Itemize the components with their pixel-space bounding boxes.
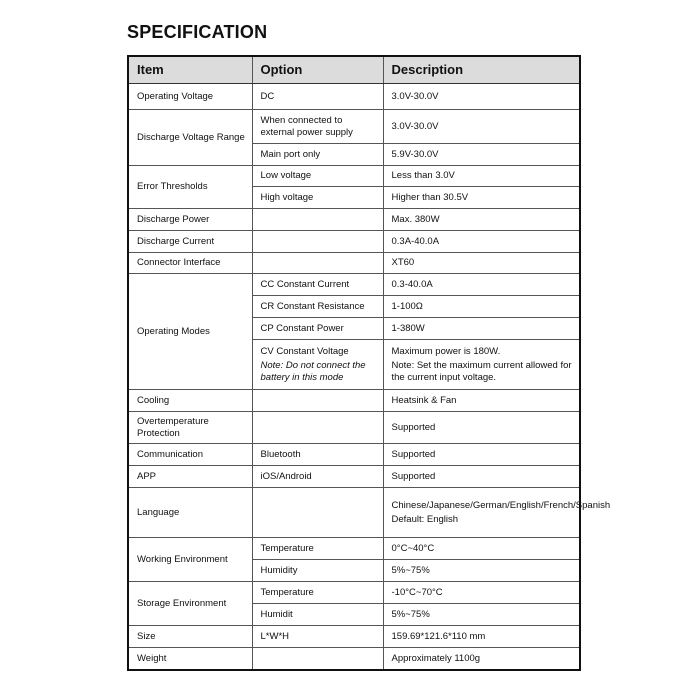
item-cell: Language xyxy=(128,488,252,538)
table-row xyxy=(128,84,580,110)
option-cell: DC xyxy=(252,84,383,110)
option-cell: Low voltage xyxy=(252,166,383,187)
item-cell: Discharge Power xyxy=(128,209,252,231)
description-cell: 3.0V-30.0V xyxy=(383,110,580,144)
specification-table xyxy=(127,55,611,671)
item-cell: APP xyxy=(128,466,252,488)
option-cell xyxy=(252,340,383,390)
option-cell: Temperature xyxy=(252,582,383,604)
description-cell: 0.3A-40.0A xyxy=(383,231,580,253)
description-cell: Supported xyxy=(383,444,580,466)
description-cell: 1-100Ω xyxy=(383,296,580,318)
option-cell xyxy=(252,412,383,444)
table-row xyxy=(128,444,580,466)
item-cell: Storage Environment xyxy=(128,582,252,626)
description-cell: 3.0V-30.0V xyxy=(383,84,580,110)
description-cell: 0°C~40°C xyxy=(383,538,580,560)
description-cell: Approximately 1100g xyxy=(383,648,580,670)
option-cell: L*W*H xyxy=(252,626,383,648)
table-row xyxy=(128,626,580,648)
option-cell: High voltage xyxy=(252,187,383,209)
option-cell: CP Constant Power xyxy=(252,318,383,340)
option-cell xyxy=(252,209,383,231)
item-cell: Communication xyxy=(128,444,252,466)
description-cell: Max. 380W xyxy=(383,209,580,231)
description-note: Note: Set the maximum current allowed for the current input voltage. xyxy=(391,360,572,383)
option-cell xyxy=(252,253,383,274)
item-cell: Working Environment xyxy=(128,538,252,582)
header-row xyxy=(128,56,580,84)
item-cell: Size xyxy=(128,626,252,648)
table-row xyxy=(128,648,580,670)
description-cell: Heatsink & Fan xyxy=(383,390,580,412)
option-cell xyxy=(252,648,383,670)
table-row xyxy=(128,412,580,444)
option-cell: Humidit xyxy=(252,604,383,626)
header-option: Option xyxy=(252,56,383,84)
description-text: Maximum power is 180W. xyxy=(391,345,501,357)
header-item: Item xyxy=(128,56,252,84)
item-cell: Discharge Current xyxy=(128,231,252,253)
description-default: Default: English xyxy=(391,514,459,525)
option-cell xyxy=(252,231,383,253)
item-cell: Operating Modes xyxy=(128,274,252,390)
table-row xyxy=(128,538,580,560)
description-cell: 159.69*121.6*110 mm xyxy=(383,626,580,648)
option-cell xyxy=(252,390,383,412)
option-cell: Temperature xyxy=(252,538,383,560)
description-cell: 5%~75% xyxy=(383,560,580,582)
item-cell: Connector Interface xyxy=(128,253,252,274)
option-cell: When connected to external power supply xyxy=(252,110,383,144)
table-row xyxy=(128,231,580,253)
item-cell: Operating Voltage xyxy=(128,84,252,110)
header-description: Description xyxy=(383,56,580,84)
table-row xyxy=(128,582,580,604)
table-row xyxy=(128,253,580,274)
description-cell xyxy=(383,488,611,538)
description-cell: Less than 3.0V xyxy=(383,166,580,187)
description-cell: XT60 xyxy=(383,253,580,274)
option-cell: Humidity xyxy=(252,560,383,582)
option-cell: CC Constant Current xyxy=(252,274,383,296)
description-cell: 5%~75% xyxy=(383,604,580,626)
table-row xyxy=(128,390,580,412)
description-cell: Higher than 30.5V xyxy=(383,187,580,209)
description-cell: -10°C~70°C xyxy=(383,582,580,604)
table-row xyxy=(128,488,580,538)
description-cell: 5.9V-30.0V xyxy=(383,144,580,166)
page-title: SPECIFICATION xyxy=(127,22,268,42)
table-row xyxy=(128,209,580,231)
item-cell: Discharge Voltage Range xyxy=(128,110,252,166)
description-cell xyxy=(383,340,580,390)
option-cell xyxy=(252,488,383,538)
description-cell: Supported xyxy=(383,412,580,444)
item-cell: Weight xyxy=(128,648,252,670)
item-cell: Error Thresholds xyxy=(128,166,252,209)
table-row xyxy=(128,274,580,296)
option-text: CV Constant Voltage xyxy=(260,345,349,357)
option-cell: Main port only xyxy=(252,144,383,166)
option-cell: Bluetooth xyxy=(252,444,383,466)
table-row xyxy=(128,466,580,488)
description-cell: Supported xyxy=(383,466,580,488)
table-row xyxy=(128,166,580,187)
option-note: Note: Do not connect the battery in this mode xyxy=(260,360,366,383)
description-cell: 0.3-40.0A xyxy=(383,274,580,296)
item-cell: Cooling xyxy=(128,390,252,412)
item-cell: Overtemperature Protection xyxy=(128,412,252,444)
option-cell: iOS/Android xyxy=(252,466,383,488)
description-text: Chinese/Japanese/German/English/French/Spanish xyxy=(391,499,611,511)
table-row xyxy=(128,110,580,144)
description-cell: 1-380W xyxy=(383,318,580,340)
option-cell: CR Constant Resistance xyxy=(252,296,383,318)
